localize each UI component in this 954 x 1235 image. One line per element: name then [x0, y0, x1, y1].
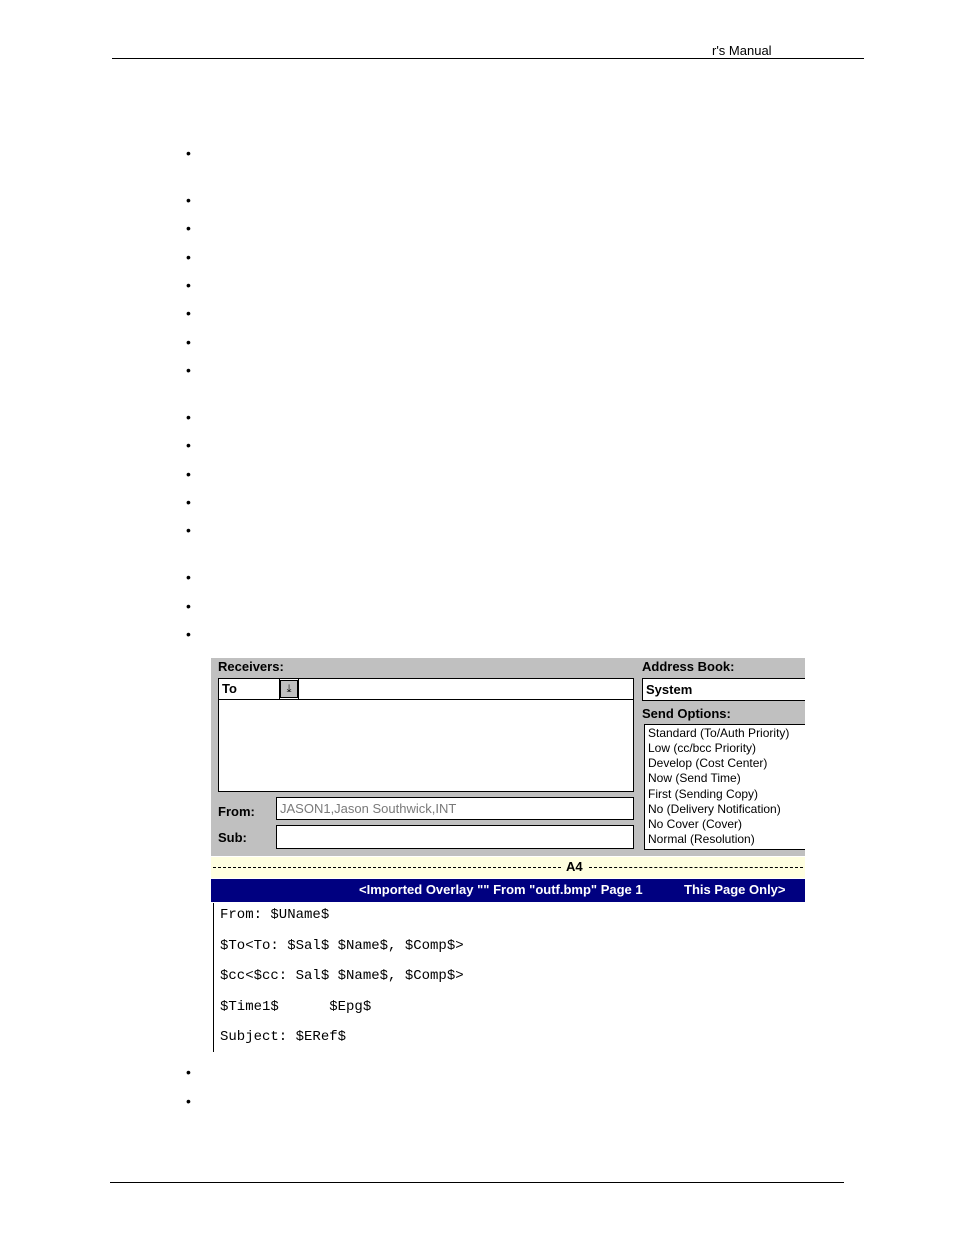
receiver-input-divider	[298, 679, 299, 699]
send-option-item[interactable]: No Cover (Cover)	[648, 817, 743, 831]
from-field[interactable]	[276, 797, 634, 820]
receivers-list[interactable]	[218, 678, 634, 792]
bullet-6	[186, 309, 194, 317]
bullet-13	[186, 526, 194, 534]
header-rule	[112, 58, 864, 59]
bullet-9	[186, 413, 194, 421]
page-size-bar	[211, 857, 805, 878]
page-divider-right	[589, 867, 803, 868]
overlay-info-bar	[211, 879, 805, 902]
page-size-label: A4	[566, 859, 583, 874]
bullet-1	[186, 149, 194, 157]
overlay-scope-text: This Page Only>	[684, 882, 786, 897]
document-line: $Time1$ $Epg$	[220, 999, 372, 1015]
from-label: From:	[218, 804, 255, 819]
document-line: $cc<$cc: Sal$ $Name$, $Comp$>	[220, 968, 464, 984]
bullet-18	[186, 1097, 194, 1105]
sub-label: Sub:	[218, 830, 247, 845]
address-book-value: System	[646, 682, 693, 697]
bullet-11	[186, 470, 194, 478]
fax-form-screenshot	[211, 658, 805, 1052]
bullet-15	[186, 602, 194, 610]
footer-rule	[110, 1182, 844, 1183]
bullet-7	[186, 338, 194, 346]
address-book-label: Address Book:	[642, 659, 735, 674]
document-left-border	[213, 903, 214, 1052]
overlay-info-text: <Imported Overlay "" From "outf.bmp" Page 1	[359, 882, 643, 897]
send-option-item[interactable]: Normal (Resolution)	[648, 832, 755, 846]
bullet-4	[186, 253, 194, 261]
from-value: JASON1,Jason Southwick,INT	[280, 801, 457, 816]
document-line: Subject: $ERef$	[220, 1029, 347, 1045]
bullet-5	[186, 281, 194, 289]
form-panel	[211, 658, 805, 856]
send-option-item[interactable]: Now (Send Time)	[648, 771, 741, 785]
send-options-label: Send Options:	[642, 706, 731, 721]
bullet-10	[186, 441, 194, 449]
page-divider-left	[213, 867, 561, 868]
receiver-type-dropdown-icon[interactable]: ⤓	[280, 680, 298, 698]
send-option-item[interactable]: Low (cc/bcc Priority)	[648, 741, 757, 755]
document-line: From: $UName$	[220, 907, 330, 923]
header-title: r's Manual	[712, 43, 772, 58]
address-book-field[interactable]	[642, 678, 805, 701]
bullet-2	[186, 196, 194, 204]
send-options-list[interactable]	[644, 724, 805, 850]
send-option-item[interactable]: Develop (Cost Center)	[648, 756, 768, 770]
bullet-16	[186, 630, 194, 638]
bullet-8	[186, 366, 194, 374]
receiver-type-value: To	[222, 681, 237, 696]
receiver-type-row	[219, 679, 633, 700]
bullet-12	[186, 498, 194, 506]
receivers-label: Receivers:	[218, 659, 284, 674]
document-line: $To<To: $Sal$ $Name$, $Comp$>	[220, 938, 464, 954]
bullet-14	[186, 573, 194, 581]
subject-field[interactable]	[276, 825, 634, 849]
send-option-item[interactable]: No (Delivery Notification)	[648, 802, 781, 816]
document-editor[interactable]	[211, 903, 805, 1052]
bullet-3	[186, 224, 194, 232]
send-option-item[interactable]: First (Sending Copy)	[648, 787, 759, 801]
bullet-17	[186, 1068, 194, 1076]
send-option-item[interactable]: Standard (To/Auth Priority)	[648, 726, 790, 740]
